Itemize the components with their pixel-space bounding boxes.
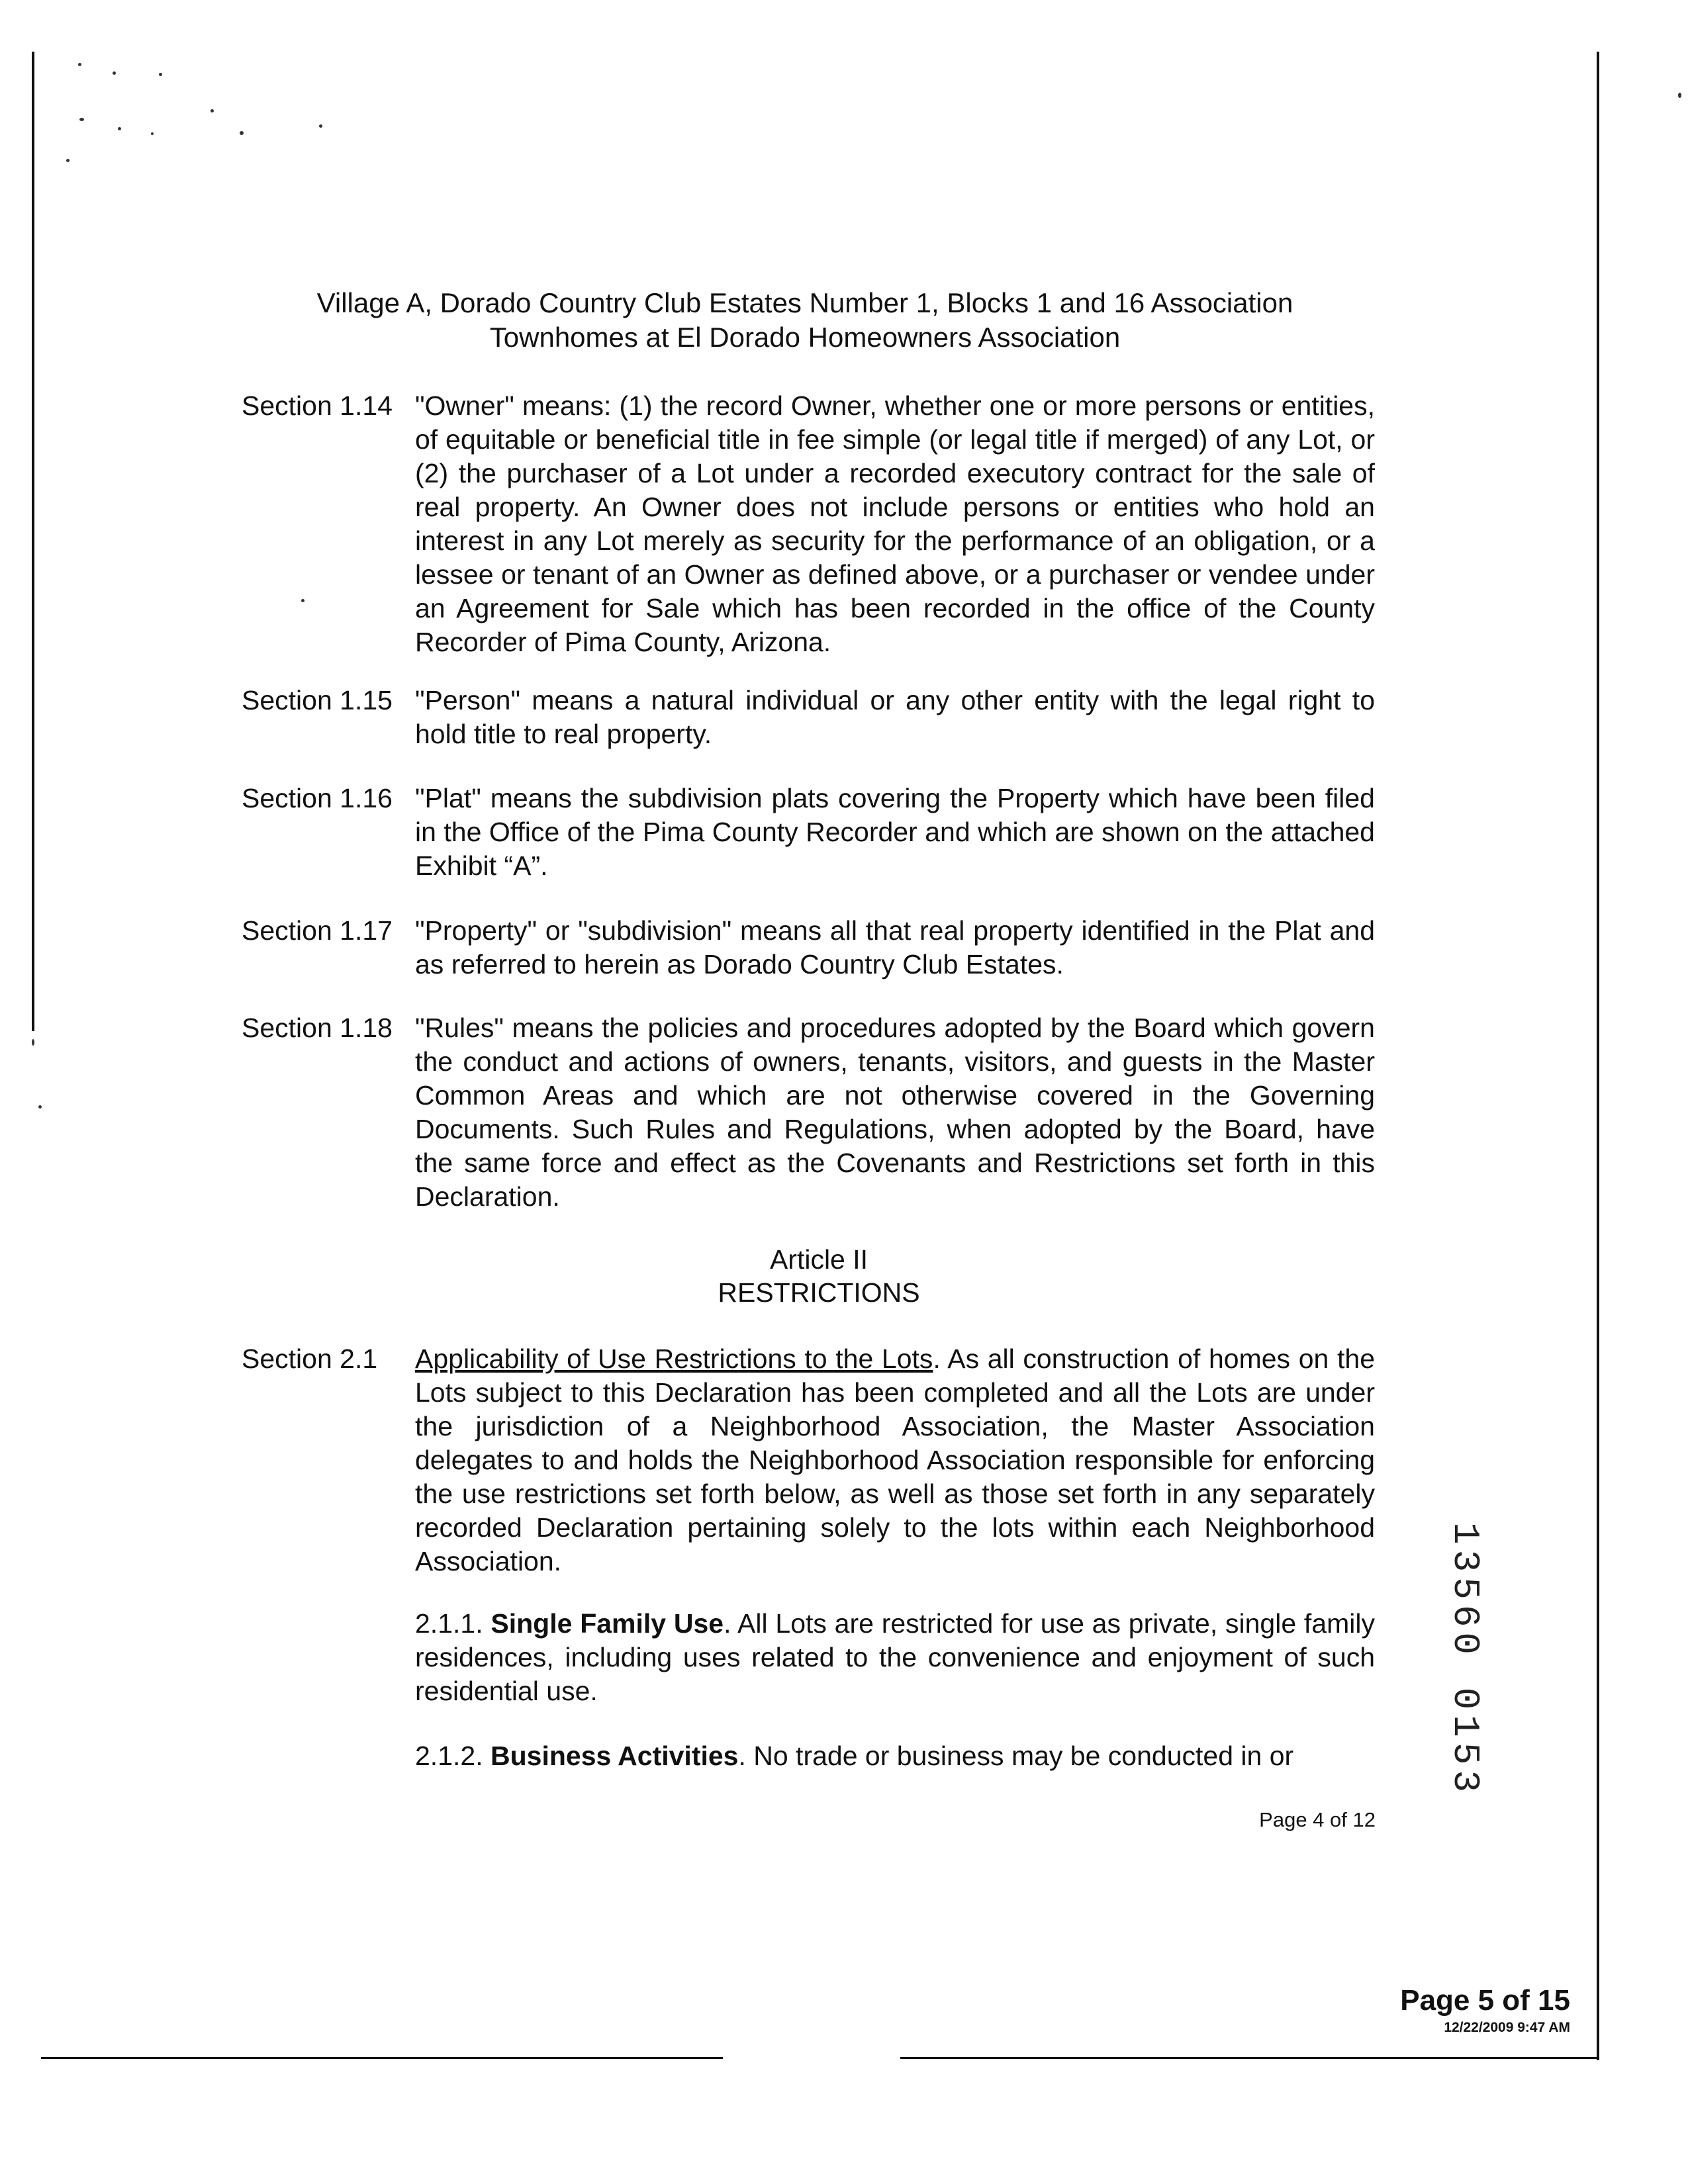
scan-speck <box>1678 93 1681 98</box>
article-number: Article II <box>769 1244 868 1275</box>
section-text: "Plat" means the subdivision plats covering the Property which have been filed in the Office of the Pima County Recorder and which are shown on the attached Exhibit “A”. <box>415 783 1375 881</box>
scan-speck <box>78 63 81 66</box>
scan-speck <box>38 1105 42 1109</box>
section-label: Section 1.15 <box>242 685 393 715</box>
section-label: Section 1.17 <box>242 915 393 946</box>
scan-speck <box>32 1039 34 1046</box>
section-label: Section 1.16 <box>242 783 393 813</box>
page-number-inner: Page 4 of 12 <box>1259 1808 1376 1831</box>
subsection-2-1-2 <box>415 1739 1375 1773</box>
scan-speck <box>319 124 322 128</box>
page-number-outer: Page 5 of 15 <box>1400 1984 1570 2017</box>
section-text: "Rules" means the policies and procedures adopted by the Board which govern the conduct and actions of owners, tenants, visitors, and guests in the Master Common Areas and which are not otherwise covered in the Governing Documents. Such Rules and Regulations, when adopted by the Board, have the same force and effect as the Covenants and Restrictions set forth in this Declaration. <box>415 1013 1375 1212</box>
header-line-1: Village A, Dorado Country Club Estates Number 1, Blocks 1 and 16 Association <box>316 287 1293 318</box>
section-heading: Applicability of Use Restrictions to the Lots <box>415 1343 933 1374</box>
section-label: Section 2.1 <box>242 1343 378 1374</box>
section-text: "Property" or "subdivision" means all that real property identified in the Plat and as referred to herein as Dorado Country Club Estates. <box>415 915 1375 979</box>
bottom-right-line <box>900 2057 1597 2059</box>
scan-speck <box>151 132 154 135</box>
recording-timestamp: 12/22/2009 9:47 AM <box>1444 2020 1570 2035</box>
scan-speck <box>118 127 121 130</box>
subsection-number: 2.1.2. <box>415 1741 483 1771</box>
section-2-1-body <box>415 1342 1375 1578</box>
docket-number: 13560 0153 <box>1444 1522 1486 1798</box>
subsection-heading: Single Family Use <box>491 1608 724 1639</box>
subsection-heading: Business Activities <box>491 1741 739 1771</box>
section-text: "Owner" means: (1) the record Owner, whether one or more persons or entities, of equitable or beneficial title in fee simple (or legal title if merged) of any Lot, or (2) the purchaser of a Lot under a recorded executory contract for the sale of real property. An Owner does not include persons or entities who hold an interest in any Lot merely as security for the performance of an obligation, or a lessee or tenant of an Owner as defined above, or a purchaser or vendee under an Agreement for Sale which has been recorded in the office of the County Recorder of Pima County, Arizona. <box>415 390 1375 657</box>
article-title: RESTRICTIONS <box>718 1277 920 1308</box>
scan-speck <box>240 131 244 135</box>
scan-speck <box>159 73 162 76</box>
scan-speck <box>66 159 70 162</box>
subsection-2-1-1 <box>415 1607 1375 1708</box>
subsection-text: . All Lots are restricted for use as private, single family residences, including uses related to the convenience and enjoyment of such residential use. <box>415 1608 1375 1706</box>
scan-speck <box>113 71 116 75</box>
section-text: "Person" means a natural individual or any other entity with the legal right to hold title to real property. <box>415 685 1375 749</box>
section-text: . As all construction of homes on the Lots subject to this Declaration has been completed and all the Lots are under the jurisdiction of a Neighborhood Association, the Master Association delegates to and holds the Neighborhood Association responsible for enforcing the use restrictions set forth below, as well as those set forth in any separately recorded Declaration pertaining solely to the lots within each Neighborhood Association. <box>415 1343 1375 1576</box>
section-label: Section 1.14 <box>242 390 393 421</box>
header-line-2: Townhomes at El Dorado Homeowners Association <box>489 322 1121 353</box>
bottom-left-line <box>41 2057 723 2059</box>
section-label: Section 1.18 <box>242 1013 393 1043</box>
scan-speck <box>301 599 305 602</box>
scan-speck <box>211 109 214 113</box>
subsection-number: 2.1.1. <box>415 1608 483 1639</box>
scan-speck <box>79 118 84 121</box>
left-margin-line <box>32 52 34 1031</box>
subsection-text: . No trade or business may be conducted in or <box>738 1741 1294 1771</box>
